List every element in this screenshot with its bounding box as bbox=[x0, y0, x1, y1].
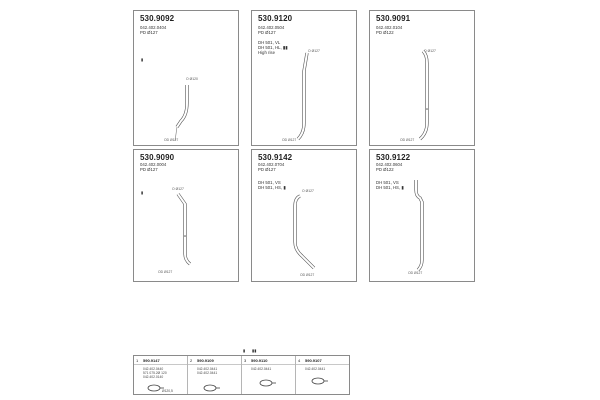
part-number: 530.9091 bbox=[376, 14, 411, 23]
exhaust-pipe-drawing bbox=[252, 11, 358, 147]
part-card-3[interactable] bbox=[369, 10, 475, 146]
dim-label-top: O Ø127 bbox=[302, 189, 314, 193]
clamp-ref: 042.402.0441 bbox=[197, 367, 218, 371]
clamp-part-number: 590.9107 bbox=[305, 358, 322, 363]
dim-label-bottom: OD Ø127 bbox=[300, 273, 315, 277]
application-note: DH 501, HL, ▮▮ bbox=[258, 45, 288, 50]
application-note: DH 501, VS bbox=[258, 180, 281, 185]
part-card-5[interactable] bbox=[251, 149, 357, 282]
part-diameter: PD Ø127 bbox=[258, 167, 276, 172]
clamp-part-number: 590.9110 bbox=[251, 358, 268, 363]
clamps-table bbox=[133, 355, 350, 395]
part-number: 530.9122 bbox=[376, 153, 411, 162]
part-ref: 042.402.0104 bbox=[376, 25, 403, 30]
clamp-drawing bbox=[202, 383, 222, 393]
clamp-drawing bbox=[146, 383, 166, 393]
clamp-cell-3[interactable] bbox=[242, 356, 296, 394]
application-note: DH 501, VL bbox=[258, 40, 281, 45]
dim-label-bottom: OD Ø127 bbox=[408, 271, 423, 275]
application-note: DH 501, HS, ▮ bbox=[258, 185, 286, 190]
clamp-part-number: 590.9147 bbox=[143, 358, 160, 363]
part-number: 530.9120 bbox=[258, 14, 293, 23]
part-diameter: PD Ø122 bbox=[376, 30, 394, 35]
exhaust-pipe-drawing bbox=[370, 150, 476, 283]
vehicle-symbol: ▮ bbox=[243, 348, 246, 353]
part-card-1[interactable] bbox=[133, 10, 239, 146]
part-card-6[interactable] bbox=[369, 149, 475, 282]
clamp-index: 4 bbox=[298, 358, 301, 363]
dim-label-top: O Ø127 bbox=[424, 49, 436, 53]
vehicle-symbol: ▮ bbox=[141, 57, 144, 62]
clamp-ref: 042.402.0441 bbox=[305, 367, 326, 371]
dim-label-top: O Ø127 bbox=[172, 187, 184, 191]
dim-label-top: O Ø127 bbox=[308, 49, 320, 53]
clamp-ref: 042.402.0440 bbox=[143, 367, 164, 371]
clamp-cell-2[interactable] bbox=[188, 356, 242, 394]
part-diameter: PD Ø127 bbox=[258, 30, 276, 35]
clamp-cell-4[interactable] bbox=[296, 356, 349, 394]
part-number: 530.9092 bbox=[140, 14, 175, 23]
part-card-4[interactable] bbox=[133, 149, 239, 282]
exhaust-pipe-drawing bbox=[252, 150, 358, 283]
dim-label-bottom: OD Ø127 bbox=[282, 138, 297, 142]
part-ref: 042.402.0504 bbox=[258, 25, 285, 30]
clamp-ref: 042.402.0441 bbox=[197, 371, 218, 375]
vehicle-symbol: ▮ bbox=[141, 190, 144, 195]
part-number: 530.9090 bbox=[140, 153, 175, 162]
part-ref: 042.402.0404 bbox=[140, 25, 167, 30]
vehicle-symbol: ▮▮ bbox=[252, 348, 257, 353]
clamp-index: 1 bbox=[136, 358, 139, 363]
part-diameter: PD Ø127 bbox=[140, 167, 158, 172]
part-ref: 042.402.0604 bbox=[376, 162, 403, 167]
exhaust-pipe-drawing bbox=[370, 11, 476, 147]
clamp-cell-1[interactable] bbox=[134, 356, 188, 394]
dim-label-top: O Ø120 bbox=[186, 77, 198, 81]
dim-label-bottom: OD Ø127 bbox=[400, 138, 415, 142]
clamp-dimension: Ø120,5 bbox=[162, 389, 173, 393]
part-diameter: PD Ø122 bbox=[376, 167, 394, 172]
part-number: 530.9142 bbox=[258, 153, 293, 162]
clamp-drawing bbox=[310, 376, 330, 386]
part-ref: 042.402.0004 bbox=[140, 162, 167, 167]
clamp-index: 2 bbox=[190, 358, 193, 363]
part-card-2[interactable] bbox=[251, 10, 357, 146]
application-note: High rise bbox=[258, 50, 275, 55]
dim-label-bottom: OD Ø127 bbox=[158, 270, 173, 274]
exhaust-pipe-drawing bbox=[134, 11, 240, 147]
dim-label-bottom: OD Ø127 bbox=[164, 138, 179, 142]
application-note: DH 501, HS, ▮ bbox=[376, 185, 404, 190]
clamp-drawing bbox=[258, 378, 278, 388]
clamp-ref: 042.402.0140 bbox=[143, 375, 164, 379]
application-note: DH 501, VS bbox=[376, 180, 399, 185]
clamp-ref: 042.402.0441 bbox=[251, 367, 272, 371]
part-ref: 042.402.0704 bbox=[258, 162, 285, 167]
clamp-index: 3 bbox=[244, 358, 247, 363]
clamp-ref: 571 075.2Ø 120 bbox=[143, 371, 167, 375]
part-diameter: PD Ø127 bbox=[140, 30, 158, 35]
clamp-part-number: 590.9109 bbox=[197, 358, 214, 363]
exhaust-pipe-drawing bbox=[134, 150, 240, 283]
